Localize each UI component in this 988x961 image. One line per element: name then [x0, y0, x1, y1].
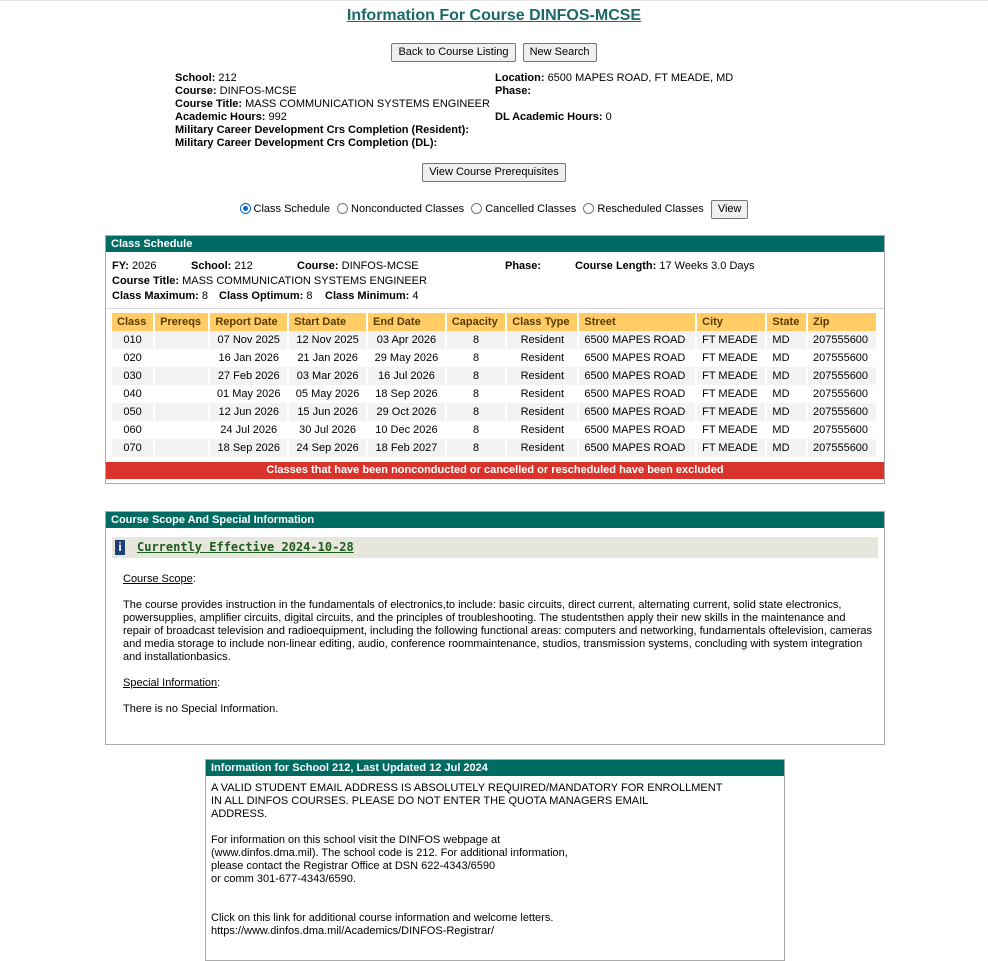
cell-class: 040 — [112, 385, 154, 403]
cell-prereqs — [154, 349, 209, 367]
view-button[interactable]: View — [711, 200, 749, 219]
info-icon[interactable]: i — [115, 540, 125, 555]
filter-label: Nonconducted Classes — [351, 203, 465, 216]
location-label: Location: — [495, 72, 545, 84]
title-label: Course Title: — [112, 275, 180, 287]
cell-start-date: 15 Jun 2026 — [288, 403, 367, 421]
filter-nonconducted[interactable] — [337, 203, 464, 215]
cell-prereqs — [154, 367, 209, 385]
cell-capacity: 8 — [446, 439, 506, 457]
cell-prereqs — [154, 421, 209, 439]
col-prereqs: Prereqs — [154, 313, 209, 331]
course-field — [297, 259, 419, 274]
cell-end-date: 29 Oct 2026 — [367, 403, 446, 421]
cell-city: FT MEADE — [696, 439, 766, 457]
cell-class: 020 — [112, 349, 154, 367]
cell-end-date: 29 May 2026 — [367, 349, 446, 367]
radio-checked-icon[interactable] — [240, 203, 251, 214]
scope-heading-line: Course Scope: — [123, 573, 196, 585]
cell-report-date: 24 Jul 2026 — [209, 421, 288, 439]
cell-city: FT MEADE — [696, 385, 766, 403]
school-info-panel — [205, 759, 785, 961]
course-scope-text: The course provides instruction in the fundamentals of electronics,to include: basic circuits, direct current, alternating current, solid state electronics, powersupplies, amplifier circuits, digital circuits, and the principles of troubleshooting. The studentsthen apply their new skills in the maintenance and repair of broadcast television and radioequipment, including the following functional areas: computers and networking, fundamentals oftelevision, cameras and media storage to include non-linear editing, audio, conference roommaintenance, studios, transmission systems, concluding with system integration and installationbasics. — [123, 599, 873, 663]
schedule-table — [112, 313, 878, 457]
cell-capacity: 8 — [446, 331, 506, 349]
cell-end-date: 16 Jul 2026 — [367, 367, 446, 385]
cell-zip: 207555600 — [807, 349, 877, 367]
filter-label: Cancelled Classes — [485, 203, 577, 216]
cell-street: 6500 MAPES ROAD — [578, 385, 696, 403]
table-row — [112, 439, 877, 457]
school-info-text: A VALID STUDENT EMAIL ADDRESS IS ABSOLUTELY REQUIRED/MANDATORY FOR ENROLLMENT IN ALL DINFOS COURSES. PLEASE DO NOT ENTER THE QUOTA MANAGERS EMAIL ADDRESS. For information on this school visit the DINFOS webpage at (www.dinfos.dma.mil). The school code is 212. For additional information, please contact the Registrar Office at DSN 622-4343/6590 or comm 301-677-4343/6590. Click on this link for additional course information and welcome letters. https://www.dinfos.dma.mil/Academics/DINFOS-Registrar/ — [211, 782, 723, 937]
fy-field — [112, 259, 156, 274]
course-scope-header: Course Scope And Special Information — [106, 512, 884, 528]
cell-start-date: 21 Jan 2026 — [288, 349, 367, 367]
cell-class: 050 — [112, 403, 154, 421]
school-value: 212 — [234, 260, 253, 272]
academic-hours-value: 992 — [268, 111, 287, 123]
cell-city: FT MEADE — [696, 349, 766, 367]
dl-hours-value: 0 — [605, 111, 612, 123]
max-field — [112, 289, 208, 304]
title-value: MASS COMMUNICATION SYSTEMS ENGINEER — [182, 275, 427, 287]
cell-class-type: Resident — [506, 349, 578, 367]
schedule-meta — [106, 252, 884, 304]
cell-start-date: 12 Nov 2025 — [288, 331, 367, 349]
course-label: Course: — [175, 85, 217, 97]
cell-city: FT MEADE — [696, 421, 766, 439]
cell-zip: 207555600 — [807, 439, 877, 457]
course-value: DINFOS-MCSE — [341, 260, 419, 272]
cell-class: 060 — [112, 421, 154, 439]
cell-class-type: Resident — [506, 439, 578, 457]
radio-icon[interactable] — [471, 203, 482, 214]
mcd-resident-label: Military Career Development Crs Completion (Resident): — [175, 124, 470, 136]
cell-start-date: 30 Jul 2026 — [288, 421, 367, 439]
cell-zip: 207555600 — [807, 385, 877, 403]
class-filter — [0, 200, 988, 219]
schedule-table-body — [112, 331, 877, 457]
course-info-right — [495, 72, 733, 124]
effective-bar — [112, 537, 878, 558]
cell-street: 6500 MAPES ROAD — [578, 367, 696, 385]
cell-end-date: 03 Apr 2026 — [367, 331, 446, 349]
cell-class: 010 — [112, 331, 154, 349]
cell-prereqs — [154, 385, 209, 403]
cell-zip: 207555600 — [807, 367, 877, 385]
mcd-dl-label: Military Career Development Crs Completion (DL): — [175, 137, 438, 149]
filter-rescheduled[interactable] — [583, 203, 703, 215]
cell-street: 6500 MAPES ROAD — [578, 403, 696, 421]
school-value: 212 — [218, 72, 237, 84]
filter-class-schedule[interactable] — [240, 203, 330, 215]
table-row — [112, 331, 877, 349]
excluded-note: Classes that have been nonconducted or cancelled or rescheduled have been excluded — [106, 462, 884, 479]
prereq-bar — [0, 163, 988, 182]
cell-end-date: 10 Dec 2026 — [367, 421, 446, 439]
class-schedule-header: Class Schedule — [106, 236, 884, 252]
cell-start-date: 24 Sep 2026 — [288, 439, 367, 457]
cell-prereqs — [154, 439, 209, 457]
opt-value: 8 — [306, 290, 313, 302]
cell-city: FT MEADE — [696, 403, 766, 421]
course-scope-panel — [105, 511, 885, 745]
course-title-label: Course Title: — [175, 98, 243, 110]
school-label: School: — [191, 260, 232, 272]
table-row — [112, 367, 877, 385]
table-row — [112, 421, 877, 439]
length-label: Course Length: — [575, 260, 657, 272]
max-label: Class Maximum: — [112, 290, 199, 302]
length-value: 17 Weeks 3.0 Days — [659, 260, 755, 272]
col-class-type: Class Type — [506, 313, 578, 331]
course-info-left — [175, 72, 490, 150]
cell-state: MD — [766, 331, 807, 349]
school-info-header: Information for School 212, Last Updated 12 Jul 2024 — [206, 760, 784, 776]
course-scope-heading: Course Scope — [123, 573, 193, 585]
cell-capacity: 8 — [446, 385, 506, 403]
cell-class-type: Resident — [506, 367, 578, 385]
cell-report-date: 01 May 2026 — [209, 385, 288, 403]
cell-zip: 207555600 — [807, 421, 877, 439]
table-row — [112, 385, 877, 403]
phase-field — [505, 259, 541, 274]
col-class: Class — [112, 313, 154, 331]
opt-field — [219, 289, 313, 304]
cell-class: 070 — [112, 439, 154, 457]
cell-prereqs — [154, 331, 209, 349]
top-border — [0, 0, 988, 1]
cell-state: MD — [766, 403, 807, 421]
dl-hours-label: DL Academic Hours: — [495, 111, 603, 123]
special-heading-line: Special Information: — [123, 677, 221, 689]
course-value: DINFOS-MCSE — [219, 85, 297, 97]
table-header-row — [112, 313, 877, 331]
phase-label: Phase: — [495, 85, 532, 97]
length-field — [575, 259, 755, 274]
school-field — [191, 259, 253, 274]
table-row — [112, 349, 877, 367]
cell-capacity: 8 — [446, 349, 506, 367]
course-title-value: MASS COMMUNICATION SYSTEMS ENGINEER — [245, 98, 490, 110]
cell-state: MD — [766, 421, 807, 439]
filter-cancelled[interactable] — [471, 203, 576, 215]
cell-class-type: Resident — [506, 385, 578, 403]
school-label: School: — [175, 72, 216, 84]
back-to-course-listing-button[interactable]: Back to Course Listing — [391, 43, 515, 62]
cell-street: 6500 MAPES ROAD — [578, 349, 696, 367]
course-label: Course: — [297, 260, 339, 272]
filter-label: Class Schedule — [253, 203, 330, 216]
phase-label: Phase: — [505, 260, 542, 272]
cell-class-type: Resident — [506, 421, 578, 439]
cell-capacity: 8 — [446, 421, 506, 439]
table-row — [112, 403, 877, 421]
col-capacity: Capacity — [446, 313, 506, 331]
cell-city: FT MEADE — [696, 331, 766, 349]
location-value: 6500 MAPES ROAD, FT MEADE, MD — [547, 72, 734, 84]
cell-end-date: 18 Feb 2027 — [367, 439, 446, 457]
cell-end-date: 18 Sep 2026 — [367, 385, 446, 403]
special-info-text: There is no Special Information. — [123, 703, 279, 715]
max-value: 8 — [201, 290, 208, 302]
col-state: State — [766, 313, 807, 331]
cell-city: FT MEADE — [696, 367, 766, 385]
cell-state: MD — [766, 385, 807, 403]
radio-icon[interactable] — [583, 203, 594, 214]
cell-capacity: 8 — [446, 367, 506, 385]
col-report-date: Report Date — [209, 313, 288, 331]
min-field — [325, 289, 419, 304]
col-zip: Zip — [807, 313, 877, 331]
radio-icon[interactable] — [337, 203, 348, 214]
col-start-date: Start Date — [288, 313, 367, 331]
cell-state: MD — [766, 439, 807, 457]
cell-report-date: 07 Nov 2025 — [209, 331, 288, 349]
schedule-table-wrap — [106, 308, 884, 457]
cell-start-date: 03 Mar 2026 — [288, 367, 367, 385]
cell-state: MD — [766, 367, 807, 385]
cell-report-date: 16 Jan 2026 — [209, 349, 288, 367]
top-button-bar — [0, 43, 988, 62]
cell-zip: 207555600 — [807, 403, 877, 421]
cell-street: 6500 MAPES ROAD — [578, 439, 696, 457]
min-value: 4 — [412, 290, 419, 302]
fy-value: 2026 — [131, 260, 157, 272]
title-field — [112, 274, 427, 289]
cell-prereqs — [154, 403, 209, 421]
currently-effective-link[interactable]: Currently Effective 2024-10-28 — [137, 540, 354, 554]
fy-label: FY: — [112, 260, 129, 272]
cell-street: 6500 MAPES ROAD — [578, 331, 696, 349]
page-title: Information For Course DINFOS-MCSE — [346, 7, 642, 24]
min-label: Class Minimum: — [325, 290, 410, 302]
cell-start-date: 05 May 2026 — [288, 385, 367, 403]
col-street: Street — [578, 313, 696, 331]
academic-hours-label: Academic Hours: — [175, 111, 266, 123]
filter-label: Rescheduled Classes — [597, 203, 704, 216]
new-search-button[interactable]: New Search — [523, 43, 597, 62]
col-end-date: End Date — [367, 313, 446, 331]
view-prerequisites-button[interactable]: View Course Prerequisites — [422, 163, 565, 182]
col-city: City — [696, 313, 766, 331]
cell-zip: 207555600 — [807, 331, 877, 349]
cell-report-date: 18 Sep 2026 — [209, 439, 288, 457]
cell-street: 6500 MAPES ROAD — [578, 421, 696, 439]
cell-report-date: 27 Feb 2026 — [209, 367, 288, 385]
cell-report-date: 12 Jun 2026 — [209, 403, 288, 421]
cell-class-type: Resident — [506, 331, 578, 349]
cell-class: 030 — [112, 367, 154, 385]
cell-state: MD — [766, 349, 807, 367]
cell-capacity: 8 — [446, 403, 506, 421]
scope-body — [106, 573, 884, 716]
cell-class-type: Resident — [506, 403, 578, 421]
opt-label: Class Optimum: — [219, 290, 304, 302]
special-info-heading: Special Information — [123, 677, 218, 689]
class-schedule-panel — [105, 235, 885, 484]
